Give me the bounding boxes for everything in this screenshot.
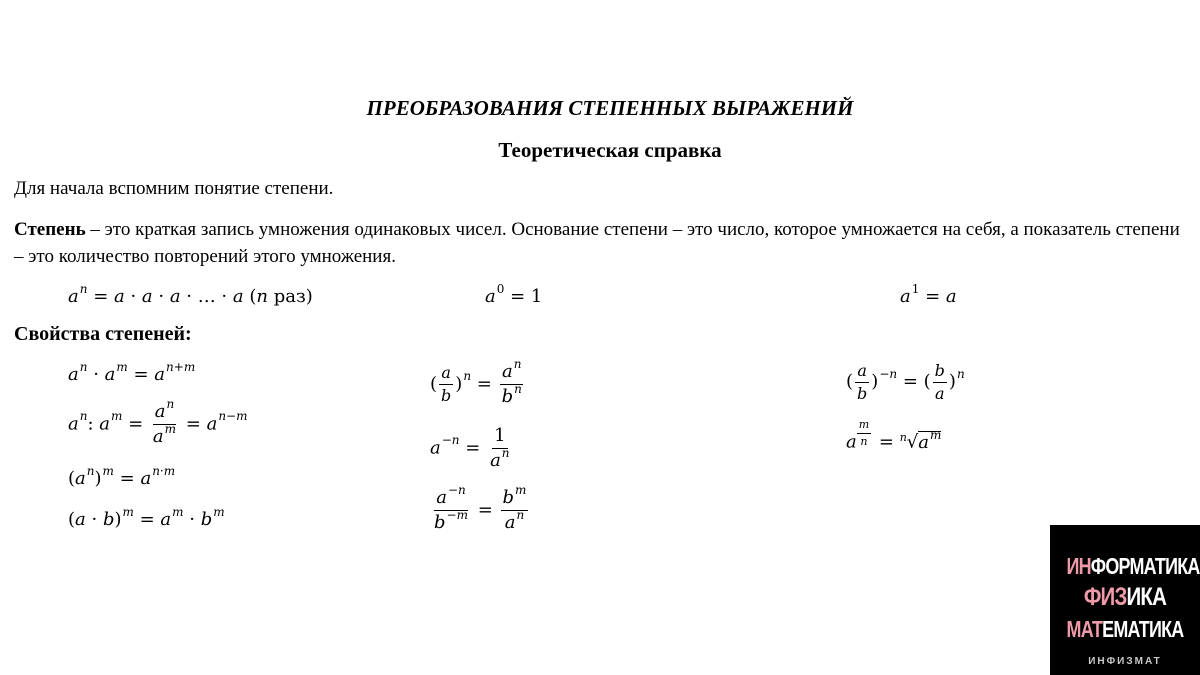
page-title: ПРЕОБРАЗОВАНИЯ СТЕПЕННЫХ ВЫРАЖЕНИЙ bbox=[366, 96, 854, 120]
formula-power-of-power: $(a^n)^m = a^{n\cdot m}$ bbox=[68, 464, 176, 489]
formula-power-of-product: $(a \cdot b)^m = a^m \cdot b^m$ bbox=[68, 505, 225, 530]
page-subtitle: Теоретическая справка bbox=[498, 138, 722, 162]
logo-line-physics: ФИЗИКА bbox=[1083, 583, 1167, 611]
formula-fractional-power: a $\frac{m}{n}$ = $^n√a^m$ bbox=[846, 418, 942, 453]
definition-term: Степень bbox=[14, 219, 86, 240]
formula-power-definition: $a^n = a \cdot a \cdot a$ · … · a (n раз) bbox=[68, 282, 313, 307]
definition-paragraph bbox=[14, 216, 1189, 270]
definition-text: – это краткая запись умножения одинаковых чисел. Основание степени – это число, которое умножается на себя, а показатель степени – это количество повторений этого умножения. bbox=[14, 219, 1180, 267]
formula-product-rule: $a^n \cdot a^m = a^{n+m}$ bbox=[68, 360, 196, 385]
logo-brand-text: ИНФИЗМАТ bbox=[1088, 656, 1162, 667]
formula-negative-fraction: $\frac{a^{-n}}{b^{-m}}$ = $\frac{b^m}{a^n}$ bbox=[434, 483, 527, 533]
logo-line-informatics: ИНФОРМАТИКА bbox=[1066, 553, 1200, 579]
formula-suffix-text: раз bbox=[273, 286, 306, 307]
properties-heading: Свойства степеней: bbox=[14, 323, 192, 345]
formula-first-power: $a^1 = a$ bbox=[900, 282, 957, 307]
formula-negative-power: $a^{-n}$ = $\frac{1}{a^n}$ bbox=[430, 425, 510, 471]
logo-line-math: МАТЕМАТИКА bbox=[1066, 616, 1184, 642]
formula-power-of-fraction: ( $\frac{a}{b}$ )$^n$ = $\frac{a^n}{b^n}$ bbox=[430, 357, 522, 407]
intro-text: Для начала вспомним понятие степени. bbox=[14, 178, 334, 199]
formula-zero-power: $a^0 = 1$ bbox=[485, 282, 543, 307]
infizmat-logo bbox=[1050, 525, 1200, 675]
formula-quotient-rule: $a^n$: $a^m$ = $\frac{a^n}{a^m}$ = $a^{n-m}$ bbox=[68, 397, 248, 447]
formula-negative-fraction-power: ( $\frac{a}{b}$ )$^{-n}$ = ( $\frac{b}{a}$ )$^n$ bbox=[846, 361, 965, 403]
